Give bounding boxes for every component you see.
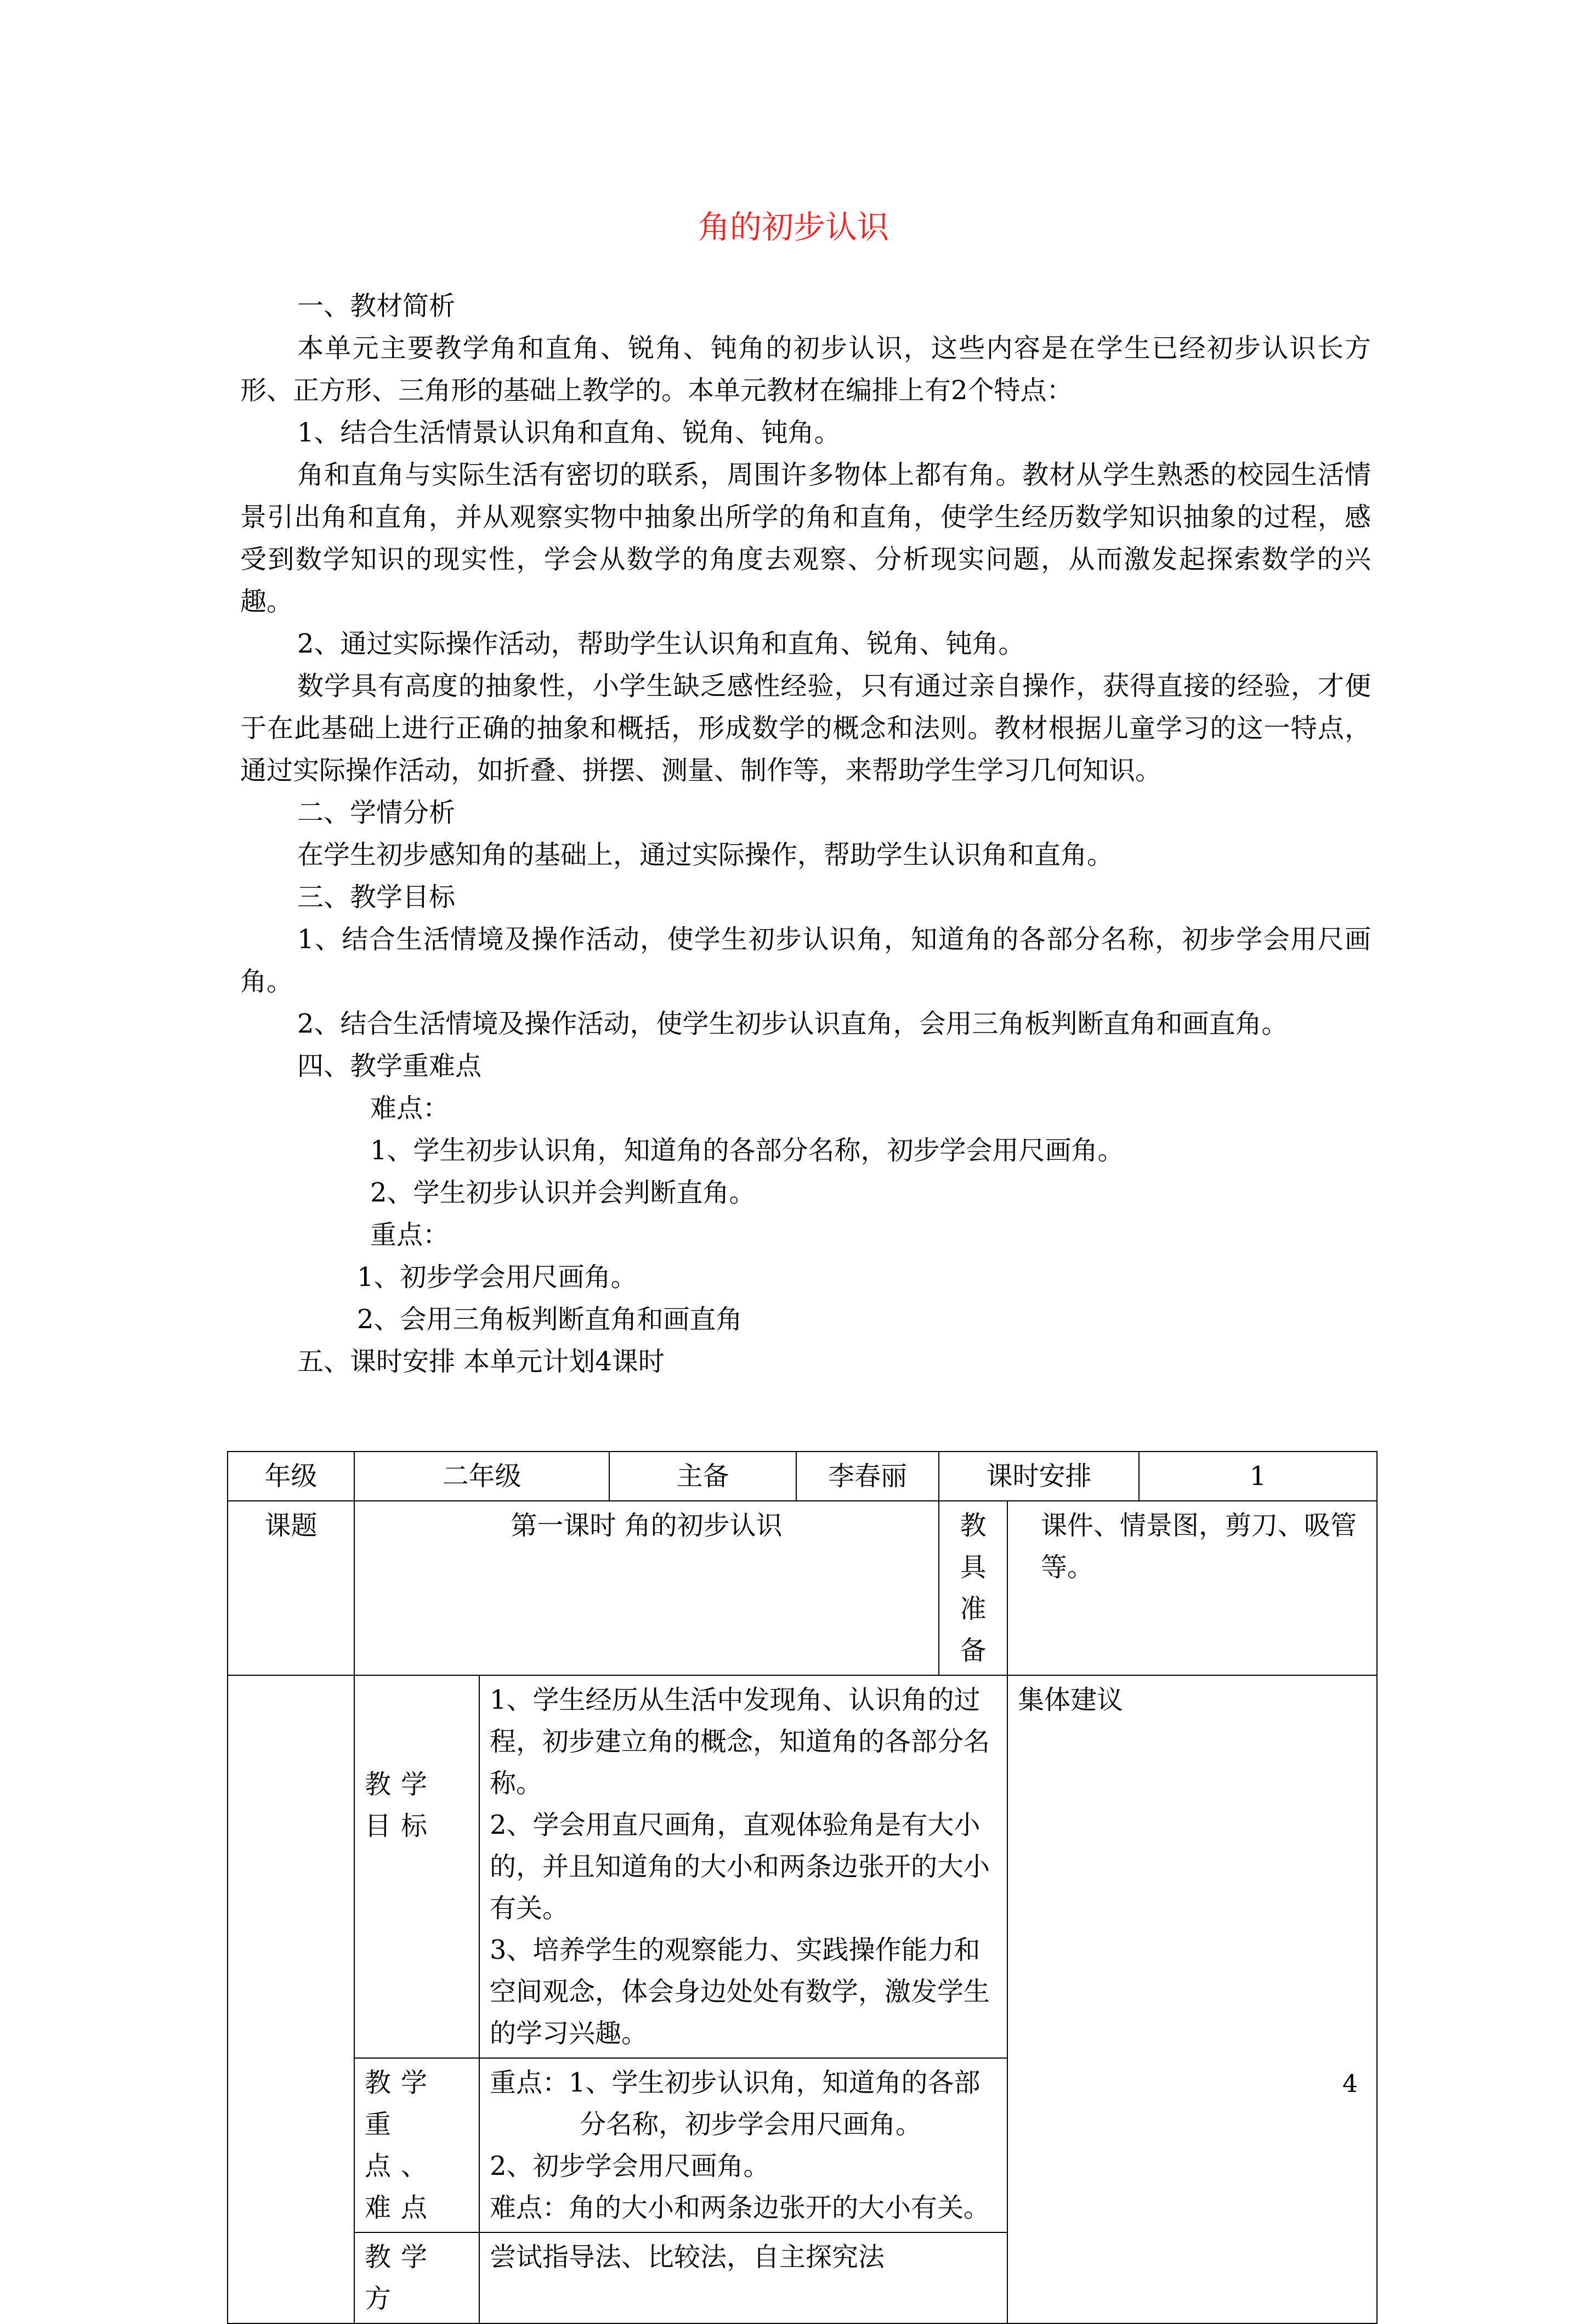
lead-label: 主备 (609, 1452, 796, 1501)
paragraph: 1、初步学会用尺画角。 (357, 1262, 637, 1293)
goal-item: 1、学生经历从生活中发现角、认识角的过程，初步建立角的概念，知道角的各部分名称。 (490, 1685, 990, 1799)
tools-value: 课件、情景图，剪刀、吸管等。 (1007, 1501, 1377, 1675)
section-heading: 四、教学重难点 (297, 1051, 482, 1081)
document-title: 角的初步认识 (698, 208, 889, 246)
paragraph: 1、结合生活情境及操作活动，使学生初步认识角，知道角的各部分名称，初步学会用尺画角。 (240, 924, 1371, 997)
goal-item: 3、培养学生的观察能力、实践操作能力和空间观念，体会身边处处有数学，激发学生的学习兴趣。 (490, 1935, 990, 2049)
section-heading: 二、学情分析 (297, 797, 456, 828)
section-heading: 五、课时安排 本单元计划4课时 (297, 1346, 665, 1377)
grade-value: 二年级 (354, 1452, 609, 1501)
paragraph: 角和直角与实际生活有密切的联系，周围许多物体上都有角。教材从学生熟悉的校园生活情景引出角和直角，并从观察实物中抽象出所学的角和直角，使学生经历数学知识抽象的过程，感受到数学知识的现实性，学会从数学的角度去观察、分析现实问题，从而激发起探索数学的兴趣。 (240, 460, 1371, 617)
table-row (228, 1675, 1377, 2058)
lead-value: 李春丽 (796, 1452, 939, 1501)
page-number: 4 (1342, 2070, 1358, 2098)
key-line: 难点：角的大小和两条边张开的大小有关。 (490, 2192, 990, 2223)
tools-label: 教具准备 (939, 1501, 1007, 1675)
empty-cell (228, 1675, 354, 2323)
lesson-plan-table (227, 1451, 1378, 2324)
paragraph: 重点： (370, 1220, 450, 1250)
key-label: 教学重点、难点 (354, 2058, 479, 2232)
hours-label: 课时安排 (939, 1452, 1139, 1501)
paragraph: 2、学生初步认识并会判断直角。 (370, 1177, 756, 1208)
paragraph: 数学具有高度的抽象性，小学生缺乏感性经验，只有通过亲自操作，获得直接的经验，才便于在此基础上进行正确的抽象和概括，形成数学的概念和法则。教材根据儿童学习的这一特点，通过实际操作活动，如折叠、拼摆、测量、制作等，来帮助学生学习几何知识。 (240, 671, 1371, 786)
topic-label: 课题 (228, 1501, 354, 1675)
paragraph: 2、通过实际操作活动，帮助学生认识角和直角、锐角、钝角。 (297, 628, 1025, 659)
method-value: 尝试指导法、比较法，自主探究法 (479, 2232, 1007, 2323)
paragraph: 难点： (370, 1093, 450, 1124)
goal-item: 2、学会用直尺画角，直观体验角是有大小的，并且知道角的大小和两条边张开的大小有关。 (490, 1810, 990, 1924)
goals-cell (479, 1675, 1007, 2058)
method-label: 教学方 (354, 2232, 479, 2323)
grade-label: 年级 (228, 1452, 354, 1501)
key-line: 重点：1、学生初步认识角，知道角的各部分名称，初步学会用尺画角。 (490, 2067, 980, 2140)
paragraph: 本单元主要教学角和直角、锐角、钝角的初步认识，这些内容是在学生已经初步认识长方形、正方形、三角形的基础上教学的。本单元教材在编排上有2个特点： (240, 333, 1371, 406)
section-heading: 三、教学目标 (297, 882, 456, 912)
paragraph: 1、学生初步认识角，知道角的各部分名称，初步学会用尺画角。 (370, 1135, 1124, 1166)
topic-value: 第一课时 角的初步认识 (354, 1501, 939, 1675)
goals-label: 教学目标 (354, 1675, 479, 2058)
suggest-cell: 集体建议 (1007, 1675, 1377, 2323)
paragraph: 在学生初步感知角的基础上，通过实际操作，帮助学生认识角和直角。 (297, 840, 1114, 870)
paragraph: 2、结合生活情境及操作活动，使学生初步认识直角，会用三角板判断直角和画直角。 (297, 1008, 1288, 1039)
table-row (228, 1452, 1377, 1501)
key-line: 2、初步学会用尺画角。 (490, 2151, 770, 2181)
table-row (228, 1501, 1377, 1675)
paragraph: 2、会用三角板判断直角和画直角 (357, 1304, 743, 1335)
hours-value: 1 (1139, 1452, 1377, 1501)
paragraph: 1、结合生活情景认识角和直角、锐角、钝角。 (297, 417, 841, 448)
section-heading: 一、教材简析 (297, 291, 456, 321)
key-cell (479, 2058, 1007, 2232)
document-body (240, 285, 1371, 1383)
